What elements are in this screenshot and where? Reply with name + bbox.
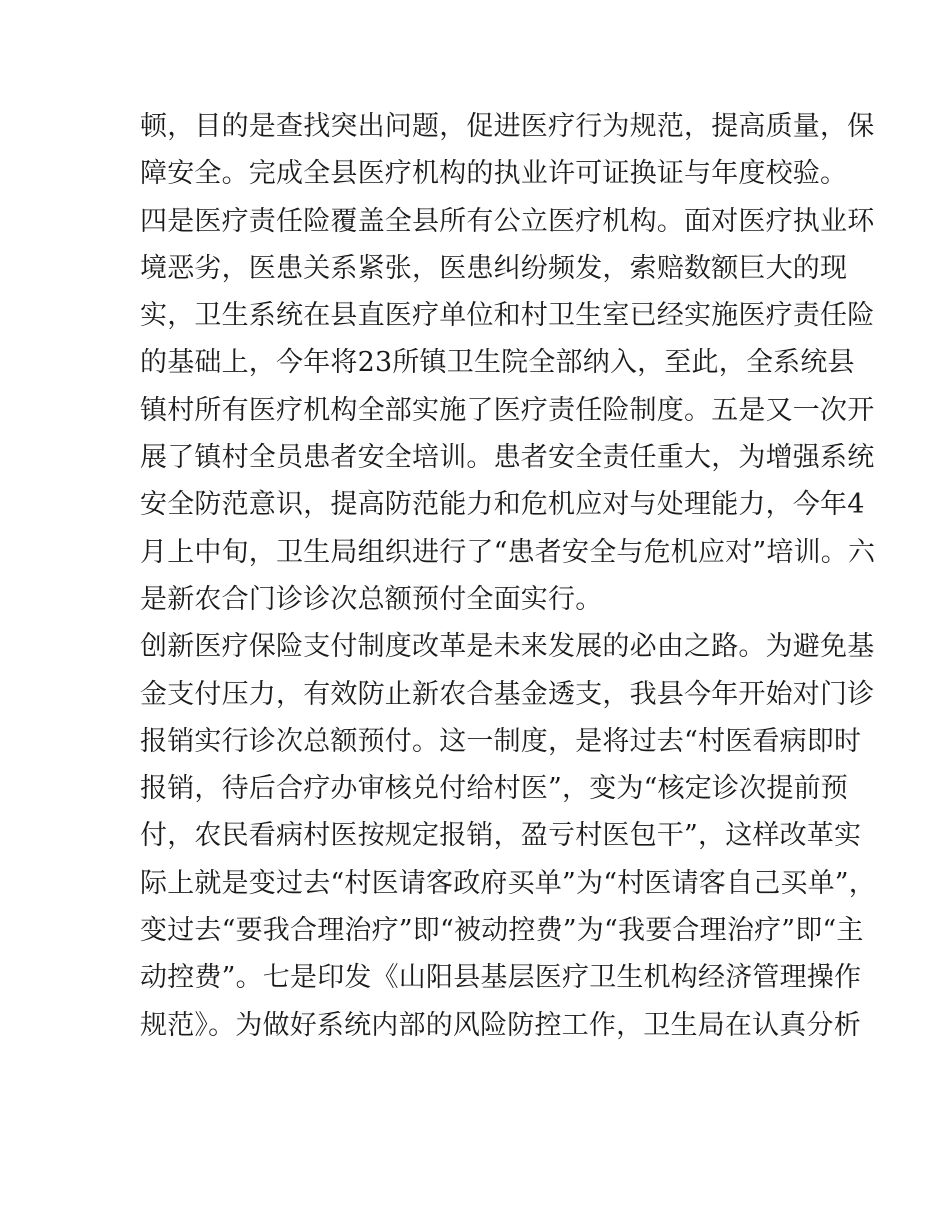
text-line-7: 镇村所有医疗机构全部实施了医疗责任险制度。五是又一次开 (140, 394, 875, 426)
text-line-13: 金支付压力，有效防止新农合基金透支，我县今年开始对门诊 (140, 678, 875, 710)
text-line-4: 境恶劣，医患关系紧张，医患纠纷频发，索赔数额巨大的现 (140, 252, 848, 284)
text-line-17: 际上就是变过去“村医请客政府买单”为“村医请客自己买单”， (140, 867, 877, 899)
text-line-18: 变过去“要我合理治疗”即“被动控费”为“我要合理治疗”即“主 (140, 915, 864, 947)
text-line-8: 展了镇村全员患者安全培训。患者安全责任重大，为增强系统 (140, 442, 875, 474)
text-line-16: 付，农民看病村医按规定报销，盈亏村医包干”，这样改革实 (140, 820, 862, 852)
text-line-12: 创新医疗保险支付制度改革是未来发展的必由之路。为避免基 (140, 631, 875, 663)
text-line-6: 的基础上，今年将23所镇卫生院全部纳入，至此，全系统县 (140, 347, 855, 379)
text-line-10: 月上中旬，卫生局组织进行了“患者安全与危机应对”培训。六 (140, 536, 876, 568)
text-line-2: 障安全。完成全县医疗机构的执业许可证换证与年度校验。 (140, 158, 848, 190)
text-line-11: 是新农合门诊诊次总额预付全面实行。 (140, 583, 603, 615)
text-line-20: 规范》。为做好系统内部的风险防控工作，卫生局在认真分析 (140, 1009, 861, 1041)
text-line-15: 报销，待后合疗办审核兑付给村医”，变为“核定诊次提前预 (140, 773, 849, 805)
text-line-5: 实，卫生系统在县直医疗单位和村卫生室已经实施医疗责任险 (140, 300, 875, 332)
text-line-9: 安全防范意识，提高防范能力和危机应对与处理能力，今年4 (140, 489, 865, 521)
text-line-1: 顿，目的是查找突出问题，促进医疗行为规范，提高质量，保 (140, 111, 875, 142)
text-line-19: 动控费”。七是印发《山阳县基层医疗卫生机构经济管理操作 (140, 962, 862, 994)
body-text (140, 103, 877, 1049)
text-line-3: 四是医疗责任险覆盖全县所有公立医疗机构。面对医疗执业环 (140, 205, 875, 237)
text-line-14: 报销实行诊次总额预付。这一制度，是将过去“村医看病即时 (140, 725, 862, 757)
